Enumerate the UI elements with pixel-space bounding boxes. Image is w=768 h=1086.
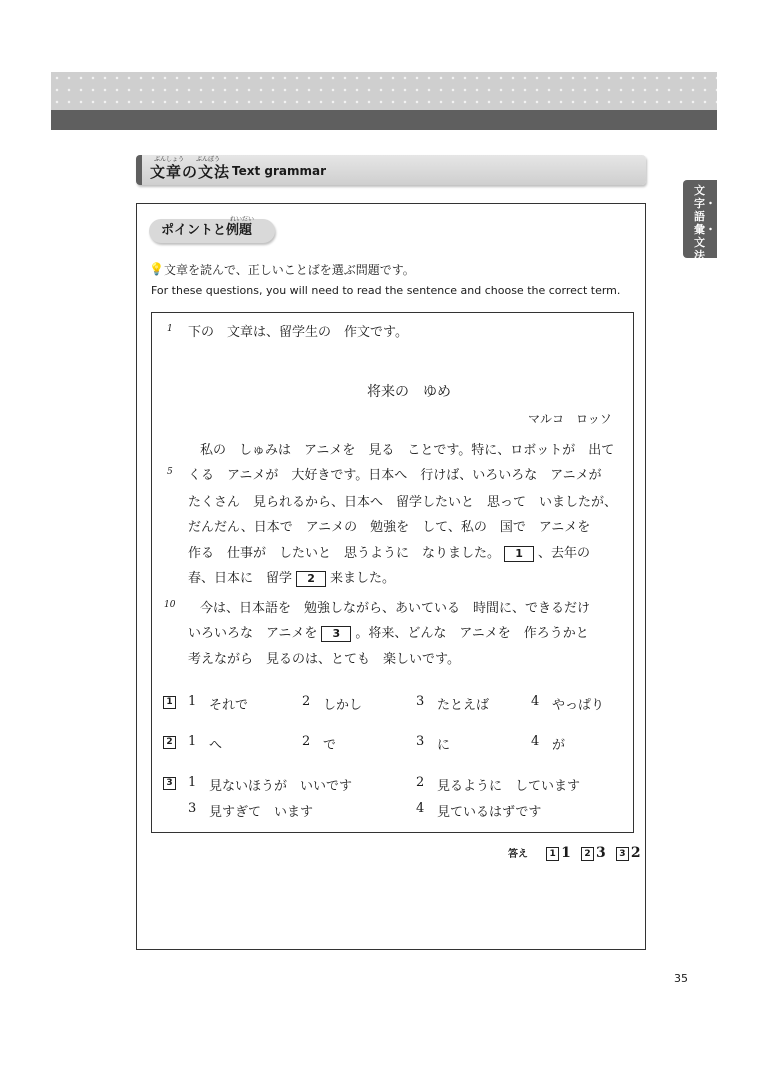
blank-2: 2 (296, 571, 326, 587)
lightbulb-icon: 💡 (149, 262, 164, 276)
ruby-bunpo: ぶんぽう (196, 156, 221, 163)
passage-line: 私の しゅみは アニメを 見る ことです。特に、ロボットが 出て (200, 443, 615, 458)
question-number: 3 (163, 777, 176, 790)
answer-question-number: 1 (546, 847, 559, 861)
blank-1: 1 (504, 546, 534, 562)
option-number: 1 (188, 775, 197, 790)
section-header-accent (136, 155, 142, 185)
passage-line-text: 。将来、どんな アニメを 作ろうかと (355, 626, 589, 641)
answer-question-number: 2 (581, 847, 594, 861)
ruby-bunsho: ぶんしょう (154, 156, 185, 163)
intro-text-ja: 文章を読んで、正しいことばを選ぶ問題です。 (164, 263, 415, 277)
passage-line-text: 、去年の (538, 546, 591, 561)
question-number: 1 (163, 696, 176, 709)
blank-3: 3 (321, 626, 351, 642)
section-header (136, 155, 646, 185)
side-tab (683, 180, 717, 262)
answer-label: 答え (508, 849, 528, 860)
passage-line: たくさん 見られるから、日本へ 留学したいと 思って いましたが、 (188, 495, 618, 510)
passage-line: くる アニメが 大好きです。日本へ 行けば、いろいろな アニメが (188, 468, 602, 483)
side-tab-label: 文字・語彙・文法 (694, 184, 716, 262)
answer-key (508, 845, 641, 861)
option-text[interactable]: 見すぎて います (209, 805, 314, 820)
page-number: 35 (674, 972, 688, 985)
option-number: 3 (416, 734, 425, 749)
passage-line: 今は、日本語を 勉強しながら、あいている 時間に、できるだけ (200, 601, 591, 616)
point-label-text: ポイントと例題 (161, 223, 253, 238)
answer-question-number: 3 (616, 847, 629, 861)
option-text[interactable]: が (552, 738, 566, 753)
option-number: 4 (531, 694, 540, 709)
option-text[interactable]: で (323, 738, 337, 753)
point-label (149, 219, 275, 243)
option-text[interactable]: しかし (323, 698, 363, 713)
answer-value: 1 (561, 845, 571, 861)
option-number: 2 (302, 734, 311, 749)
passage-line-text: いろいろな アニメを (188, 626, 318, 641)
option-text[interactable]: 見るように しています (437, 779, 581, 794)
top-dark-bar (51, 110, 717, 130)
section-title-en: Text grammar (232, 164, 327, 178)
passage-line-text: 来ました。 (330, 571, 396, 586)
top-decorative-band (51, 72, 717, 110)
option-text[interactable]: 見ているはずです (437, 805, 542, 820)
line-number: 10 (164, 600, 176, 610)
option-number: 3 (188, 801, 197, 816)
passage-line-with-blank-1 (188, 542, 590, 562)
option-number: 4 (531, 734, 540, 749)
question-number: 2 (163, 736, 176, 749)
passage-line: だんだん、日本で アニメの 勉強を して、私の 国で アニメを (188, 520, 591, 535)
option-number: 4 (416, 801, 425, 816)
option-text[interactable]: に (437, 738, 451, 753)
passage-line-with-blank-3 (188, 622, 589, 642)
answer-value: 2 (630, 845, 641, 861)
option-text[interactable]: 見ないほうが いいです (209, 779, 353, 794)
passage-line: 考えながら 見るのは、とても 楽しいです。 (188, 652, 460, 667)
answer-value: 3 (596, 845, 606, 861)
option-number: 1 (188, 734, 197, 749)
option-text[interactable]: やっぱり (552, 698, 605, 713)
option-number: 2 (416, 775, 425, 790)
option-text[interactable]: たとえば (437, 698, 490, 713)
essay-author: マルコ ロッソ (528, 412, 612, 426)
option-number: 2 (302, 694, 311, 709)
ruby-reidai: れいだい (230, 216, 255, 223)
section-title-ja: 文章の文法 (150, 163, 231, 181)
line-number: 1 (167, 324, 173, 334)
line-number: 5 (167, 467, 173, 477)
passage-line-with-blank-2 (188, 567, 395, 587)
option-text[interactable]: それで (209, 698, 249, 713)
option-number: 1 (188, 694, 197, 709)
essay-title: 将来の ゆめ (367, 384, 451, 400)
intro-text-en: For these questions, you will need to read the sentence and choose the correct term. (151, 284, 621, 297)
passage-line-text: 作る 仕事が したいと 思うように なりました。 (188, 546, 501, 561)
option-number: 3 (416, 694, 425, 709)
option-text[interactable]: へ (209, 738, 223, 753)
passage-line-text: 春、日本に 留学 (188, 571, 293, 586)
passage-intro-line: 下の 文章は、留学生の 作文です。 (188, 325, 408, 340)
